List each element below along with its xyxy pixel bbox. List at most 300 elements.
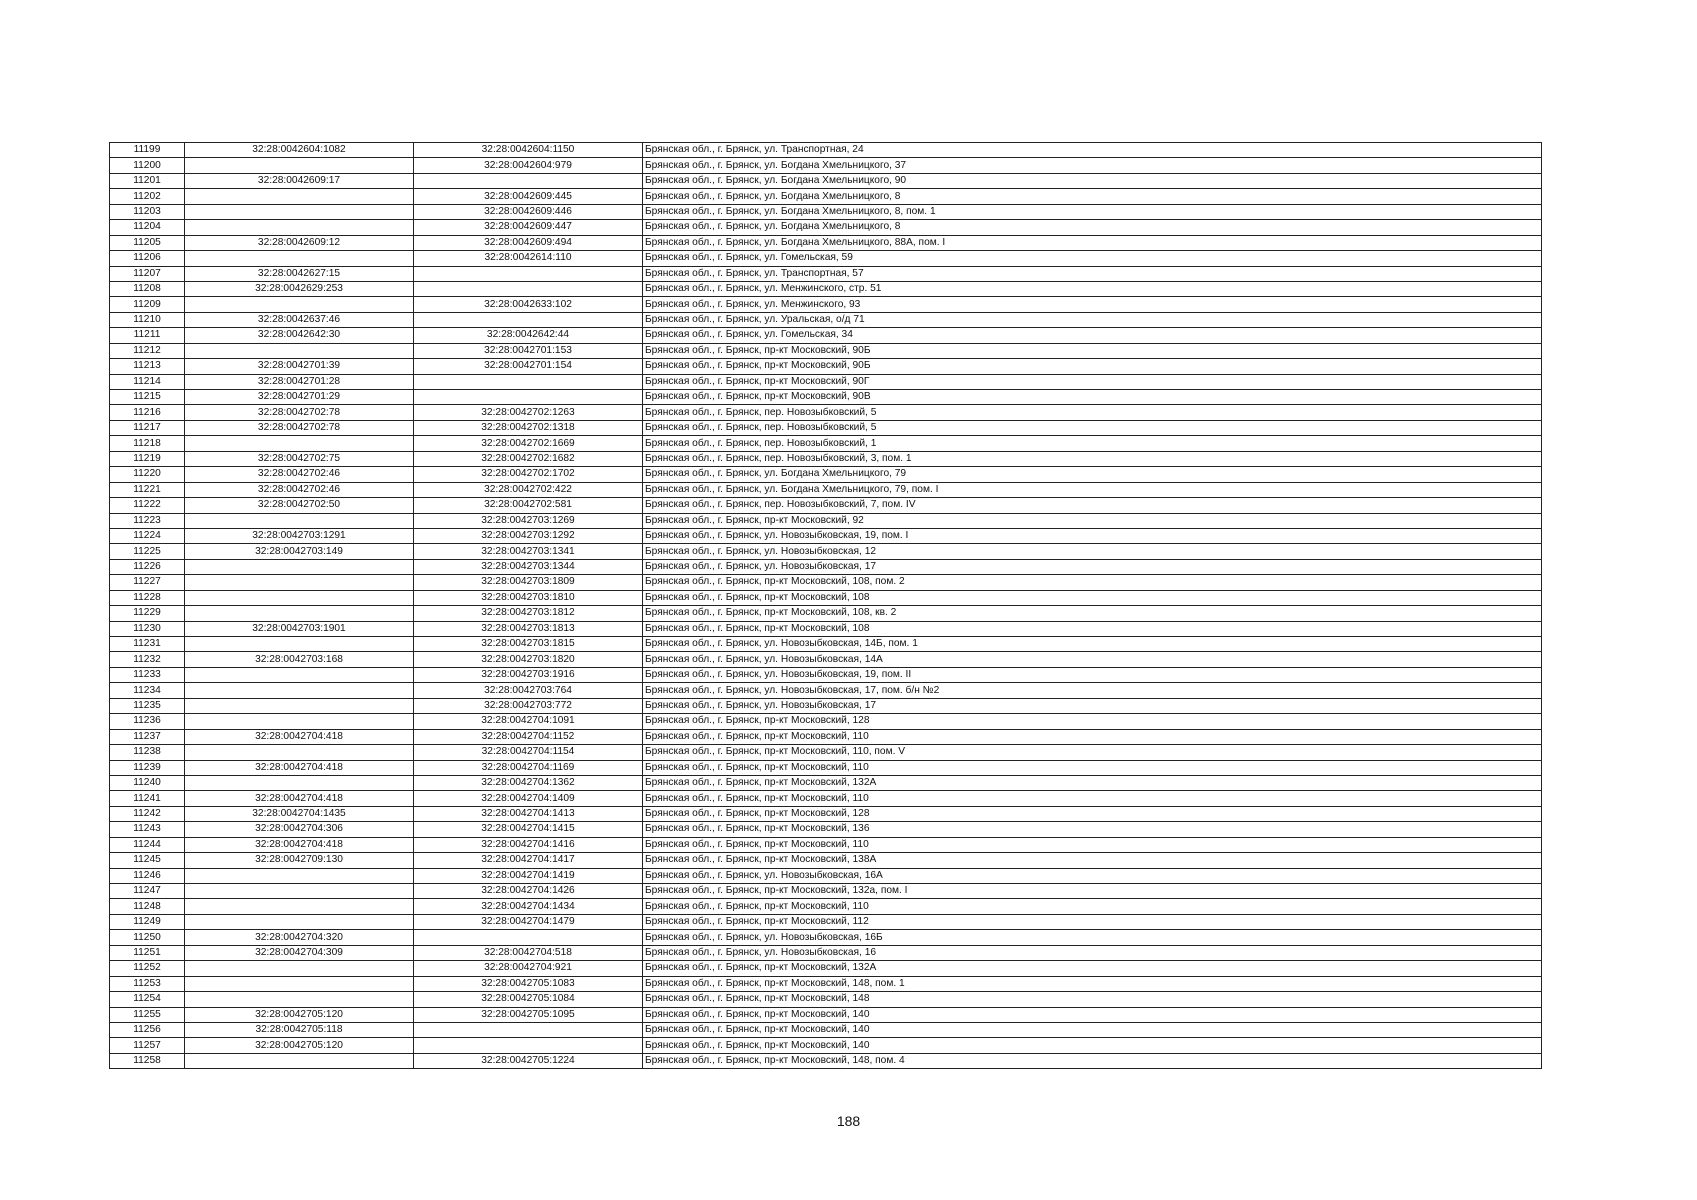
row-number-cell: 11240: [110, 775, 185, 790]
page-number: 188: [836, 1113, 861, 1129]
land-cadastral-number-cell: 32:28:0042704:1435: [185, 806, 414, 821]
address-cell: Брянская обл., г. Брянск, ул. Новозыбковская, 14А: [643, 652, 1542, 667]
object-cadastral-number-cell: 32:28:0042704:1169: [414, 760, 643, 775]
table-row: [110, 374, 1542, 389]
address-cell: Брянская обл., г. Брянск, пр-кт Московский, 108: [643, 621, 1542, 636]
table-row: [110, 390, 1542, 405]
table-row: [110, 343, 1542, 358]
land-cadastral-number-cell: [185, 884, 414, 899]
land-cadastral-number-cell: [185, 745, 414, 760]
address-cell: Брянская обл., г. Брянск, ул. Уральская, о/д 71: [643, 312, 1542, 327]
object-cadastral-number-cell: 32:28:0042704:1426: [414, 884, 643, 899]
table-row: [110, 1038, 1542, 1053]
table-row: [110, 420, 1542, 435]
land-cadastral-number-cell: 32:28:0042704:418: [185, 729, 414, 744]
address-cell: Брянская обл., г. Брянск, пр-кт Московский, 128: [643, 806, 1542, 821]
land-cadastral-number-cell: 32:28:0042609:17: [185, 173, 414, 188]
table-row: [110, 729, 1542, 744]
address-cell: Брянская обл., г. Брянск, пер. Новозыбковский, 1: [643, 436, 1542, 451]
land-cadastral-number-cell: [185, 220, 414, 235]
land-cadastral-number-cell: 32:28:0042701:28: [185, 374, 414, 389]
row-number-cell: 11254: [110, 992, 185, 1007]
row-number-cell: 11250: [110, 930, 185, 945]
land-cadastral-number-cell: [185, 204, 414, 219]
land-cadastral-number-cell: 32:28:0042702:78: [185, 420, 414, 435]
land-cadastral-number-cell: [185, 590, 414, 605]
object-cadastral-number-cell: 32:28:0042609:494: [414, 235, 643, 250]
address-cell: Брянская обл., г. Брянск, пр-кт Московский, 108: [643, 590, 1542, 605]
land-cadastral-number-cell: 32:28:0042627:15: [185, 266, 414, 281]
table-row: [110, 575, 1542, 590]
object-cadastral-number-cell: 32:28:0042703:1341: [414, 544, 643, 559]
object-cadastral-number-cell: 32:28:0042703:1820: [414, 652, 643, 667]
land-cadastral-number-cell: 32:28:0042709:130: [185, 853, 414, 868]
object-cadastral-number-cell: 32:28:0042633:102: [414, 297, 643, 312]
row-number-cell: 11256: [110, 1022, 185, 1037]
address-cell: Брянская обл., г. Брянск, пр-кт Московский, 140: [643, 1007, 1542, 1022]
row-number-cell: 11239: [110, 760, 185, 775]
table-row: [110, 884, 1542, 899]
object-cadastral-number-cell: 32:28:0042704:1409: [414, 791, 643, 806]
address-cell: Брянская обл., г. Брянск, ул. Новозыбковская, 16А: [643, 868, 1542, 883]
address-cell: Брянская обл., г. Брянск, пр-кт Московский, 110: [643, 837, 1542, 852]
address-cell: Брянская обл., г. Брянск, пр-кт Московский, 90В: [643, 390, 1542, 405]
row-number-cell: 11203: [110, 204, 185, 219]
table-row: [110, 251, 1542, 266]
land-cadastral-number-cell: 32:28:0042702:46: [185, 467, 414, 482]
address-cell: Брянская обл., г. Брянск, ул. Транспортная, 57: [643, 266, 1542, 281]
table-row: [110, 945, 1542, 960]
table-row: [110, 513, 1542, 528]
table-body: [110, 143, 1542, 1069]
table-row: [110, 652, 1542, 667]
table-row: [110, 173, 1542, 188]
row-number-cell: 11246: [110, 868, 185, 883]
land-cadastral-number-cell: [185, 868, 414, 883]
row-number-cell: 11216: [110, 405, 185, 420]
address-cell: Брянская обл., г. Брянск, пер. Новозыбковский, 7, пом. IV: [643, 498, 1542, 513]
table-row: [110, 467, 1542, 482]
table-row: [110, 961, 1542, 976]
row-number-cell: 11218: [110, 436, 185, 451]
object-cadastral-number-cell: 32:28:0042702:1318: [414, 420, 643, 435]
object-cadastral-number-cell: 32:28:0042704:1416: [414, 837, 643, 852]
address-cell: Брянская обл., г. Брянск, ул. Гомельская, 59: [643, 251, 1542, 266]
address-cell: Брянская обл., г. Брянск, пр-кт Московский, 148, пом. 4: [643, 1053, 1542, 1068]
object-cadastral-number-cell: [414, 281, 643, 296]
land-cadastral-number-cell: 32:28:0042701:29: [185, 390, 414, 405]
land-cadastral-number-cell: [185, 899, 414, 914]
table-row: [110, 745, 1542, 760]
object-cadastral-number-cell: 32:28:0042703:1813: [414, 621, 643, 636]
table-row: [110, 235, 1542, 250]
land-cadastral-number-cell: [185, 436, 414, 451]
address-cell: Брянская обл., г. Брянск, ул. Новозыбковская, 17: [643, 559, 1542, 574]
address-cell: Брянская обл., г. Брянск, ул. Транспортная, 24: [643, 143, 1542, 158]
land-cadastral-number-cell: [185, 914, 414, 929]
address-cell: Брянская обл., г. Брянск, пр-кт Московский, 110: [643, 760, 1542, 775]
address-cell: Брянская обл., г. Брянск, пр-кт Московский, 140: [643, 1022, 1542, 1037]
row-number-cell: 11208: [110, 281, 185, 296]
land-cadastral-number-cell: 32:28:0042704:418: [185, 791, 414, 806]
object-cadastral-number-cell: 32:28:0042704:1434: [414, 899, 643, 914]
row-number-cell: 11242: [110, 806, 185, 821]
object-cadastral-number-cell: 32:28:0042609:447: [414, 220, 643, 235]
table-row: [110, 312, 1542, 327]
address-cell: Брянская обл., г. Брянск, ул. Богдана Хмельницкого, 79: [643, 467, 1542, 482]
object-cadastral-number-cell: [414, 374, 643, 389]
land-cadastral-number-cell: 32:28:0042705:120: [185, 1007, 414, 1022]
object-cadastral-number-cell: 32:28:0042704:518: [414, 945, 643, 960]
table-row: [110, 868, 1542, 883]
object-cadastral-number-cell: 32:28:0042705:1084: [414, 992, 643, 1007]
row-number-cell: 11213: [110, 359, 185, 374]
object-cadastral-number-cell: 32:28:0042703:1815: [414, 637, 643, 652]
row-number-cell: 11255: [110, 1007, 185, 1022]
table-row: [110, 436, 1542, 451]
land-cadastral-number-cell: 32:28:0042704:320: [185, 930, 414, 945]
row-number-cell: 11241: [110, 791, 185, 806]
row-number-cell: 11199: [110, 143, 185, 158]
table-row: [110, 914, 1542, 929]
object-cadastral-number-cell: 32:28:0042702:1702: [414, 467, 643, 482]
land-cadastral-number-cell: 32:28:0042604:1082: [185, 143, 414, 158]
row-number-cell: 11223: [110, 513, 185, 528]
table-row: [110, 498, 1542, 513]
table-row: [110, 992, 1542, 1007]
row-number-cell: 11234: [110, 683, 185, 698]
land-cadastral-number-cell: [185, 559, 414, 574]
land-cadastral-number-cell: [185, 976, 414, 991]
address-cell: Брянская обл., г. Брянск, ул. Новозыбковская, 17: [643, 698, 1542, 713]
land-cadastral-number-cell: 32:28:0042704:309: [185, 945, 414, 960]
row-number-cell: 11244: [110, 837, 185, 852]
object-cadastral-number-cell: 32:28:0042702:422: [414, 482, 643, 497]
address-cell: Брянская обл., г. Брянск, пр-кт Московский, 136: [643, 822, 1542, 837]
address-cell: Брянская обл., г. Брянск, пер. Новозыбковский, 5: [643, 420, 1542, 435]
row-number-cell: 11257: [110, 1038, 185, 1053]
address-cell: Брянская обл., г. Брянск, пр-кт Московский, 110, пом. V: [643, 745, 1542, 760]
row-number-cell: 11229: [110, 606, 185, 621]
object-cadastral-number-cell: 32:28:0042704:1362: [414, 775, 643, 790]
row-number-cell: 11220: [110, 467, 185, 482]
table-row: [110, 837, 1542, 852]
table-row: [110, 281, 1542, 296]
table-row: [110, 667, 1542, 682]
land-cadastral-number-cell: 32:28:0042609:12: [185, 235, 414, 250]
table-row: [110, 359, 1542, 374]
land-cadastral-number-cell: [185, 683, 414, 698]
table-row: [110, 328, 1542, 343]
address-cell: Брянская обл., г. Брянск, пр-кт Московский, 110: [643, 791, 1542, 806]
object-cadastral-number-cell: 32:28:0042609:446: [414, 204, 643, 219]
land-cadastral-number-cell: [185, 1053, 414, 1068]
row-number-cell: 11236: [110, 714, 185, 729]
table-row: [110, 775, 1542, 790]
table-row: [110, 189, 1542, 204]
land-cadastral-number-cell: [185, 606, 414, 621]
row-number-cell: 11225: [110, 544, 185, 559]
object-cadastral-number-cell: 32:28:0042604:1150: [414, 143, 643, 158]
row-number-cell: 11212: [110, 343, 185, 358]
object-cadastral-number-cell: [414, 173, 643, 188]
land-cadastral-number-cell: [185, 667, 414, 682]
address-cell: Брянская обл., г. Брянск, пр-кт Московский, 108, кв. 2: [643, 606, 1542, 621]
land-cadastral-number-cell: [185, 637, 414, 652]
row-number-cell: 11231: [110, 637, 185, 652]
table-row: [110, 621, 1542, 636]
row-number-cell: 11228: [110, 590, 185, 605]
land-cadastral-number-cell: 32:28:0042704:418: [185, 837, 414, 852]
object-cadastral-number-cell: 32:28:0042704:1413: [414, 806, 643, 821]
object-cadastral-number-cell: [414, 390, 643, 405]
table-row: [110, 853, 1542, 868]
object-cadastral-number-cell: 32:28:0042704:1091: [414, 714, 643, 729]
land-cadastral-number-cell: 32:28:0042703:168: [185, 652, 414, 667]
object-cadastral-number-cell: 32:28:0042701:154: [414, 359, 643, 374]
address-cell: Брянская обл., г. Брянск, пр-кт Московский, 110: [643, 729, 1542, 744]
address-cell: Брянская обл., г. Брянск, ул. Богдана Хмельницкого, 79, пом. I: [643, 482, 1542, 497]
address-cell: Брянская обл., г. Брянск, ул. Новозыбковская, 12: [643, 544, 1542, 559]
land-cadastral-number-cell: [185, 714, 414, 729]
table-row: [110, 976, 1542, 991]
land-cadastral-number-cell: [185, 775, 414, 790]
table-row: [110, 1053, 1542, 1068]
land-cadastral-number-cell: 32:28:0042703:1901: [185, 621, 414, 636]
row-number-cell: 11247: [110, 884, 185, 899]
row-number-cell: 11249: [110, 914, 185, 929]
row-number-cell: 11219: [110, 451, 185, 466]
row-number-cell: 11211: [110, 328, 185, 343]
land-cadastral-number-cell: [185, 158, 414, 173]
object-cadastral-number-cell: 32:28:0042702:1682: [414, 451, 643, 466]
object-cadastral-number-cell: 32:28:0042703:1809: [414, 575, 643, 590]
land-cadastral-number-cell: 32:28:0042705:118: [185, 1022, 414, 1037]
row-number-cell: 11258: [110, 1053, 185, 1068]
address-cell: Брянская обл., г. Брянск, ул. Богдана Хмельницкого, 90: [643, 173, 1542, 188]
object-cadastral-number-cell: 32:28:0042703:1344: [414, 559, 643, 574]
table-row: [110, 899, 1542, 914]
table-row: [110, 930, 1542, 945]
address-cell: Брянская обл., г. Брянск, пер. Новозыбковский, 3, пом. 1: [643, 451, 1542, 466]
row-number-cell: 11235: [110, 698, 185, 713]
address-cell: Брянская обл., г. Брянск, ул. Менжинского, 93: [643, 297, 1542, 312]
object-cadastral-number-cell: 32:28:0042609:445: [414, 189, 643, 204]
object-cadastral-number-cell: [414, 1038, 643, 1053]
table-row: [110, 590, 1542, 605]
row-number-cell: 11217: [110, 420, 185, 435]
object-cadastral-number-cell: 32:28:0042702:1669: [414, 436, 643, 451]
row-number-cell: 11224: [110, 528, 185, 543]
table-row: [110, 791, 1542, 806]
land-cadastral-number-cell: [185, 575, 414, 590]
land-cadastral-number-cell: 32:28:0042705:120: [185, 1038, 414, 1053]
land-cadastral-number-cell: 32:28:0042637:46: [185, 312, 414, 327]
land-cadastral-number-cell: 32:28:0042702:78: [185, 405, 414, 420]
table-row: [110, 528, 1542, 543]
address-cell: Брянская обл., г. Брянск, ул. Менжинского, стр. 51: [643, 281, 1542, 296]
table-row: [110, 220, 1542, 235]
object-cadastral-number-cell: [414, 1022, 643, 1037]
row-number-cell: 11232: [110, 652, 185, 667]
row-number-cell: 11226: [110, 559, 185, 574]
table-row: [110, 266, 1542, 281]
table-row: [110, 822, 1542, 837]
land-cadastral-number-cell: 32:28:0042702:75: [185, 451, 414, 466]
address-cell: Брянская обл., г. Брянск, пр-кт Московский, 112: [643, 914, 1542, 929]
object-cadastral-number-cell: 32:28:0042614:110: [414, 251, 643, 266]
address-cell: Брянская обл., г. Брянск, пр-кт Московский, 148: [643, 992, 1542, 1007]
address-cell: Брянская обл., г. Брянск, пр-кт Московский, 128: [643, 714, 1542, 729]
address-cell: Брянская обл., г. Брянск, ул. Богдана Хмельницкого, 37: [643, 158, 1542, 173]
land-cadastral-number-cell: 32:28:0042704:418: [185, 760, 414, 775]
address-cell: Брянская обл., г. Брянск, ул. Богдана Хмельницкого, 8: [643, 189, 1542, 204]
address-cell: Брянская обл., г. Брянск, пр-кт Московский, 108, пом. 2: [643, 575, 1542, 590]
address-cell: Брянская обл., г. Брянск, ул. Новозыбковская, 17, пом. б/н №2: [643, 683, 1542, 698]
object-cadastral-number-cell: 32:28:0042703:764: [414, 683, 643, 698]
row-number-cell: 11205: [110, 235, 185, 250]
table-row: [110, 1007, 1542, 1022]
land-cadastral-number-cell: [185, 698, 414, 713]
table-row: [110, 714, 1542, 729]
table-row: [110, 544, 1542, 559]
object-cadastral-number-cell: [414, 266, 643, 281]
table-row: [110, 204, 1542, 219]
table-row: [110, 482, 1542, 497]
object-cadastral-number-cell: 32:28:0042704:1154: [414, 745, 643, 760]
address-cell: Брянская обл., г. Брянск, ул. Богдана Хмельницкого, 8: [643, 220, 1542, 235]
land-cadastral-number-cell: 32:28:0042629:253: [185, 281, 414, 296]
land-cadastral-number-cell: [185, 343, 414, 358]
object-cadastral-number-cell: 32:28:0042704:1479: [414, 914, 643, 929]
object-cadastral-number-cell: 32:28:0042702:1263: [414, 405, 643, 420]
row-number-cell: 11230: [110, 621, 185, 636]
row-number-cell: 11252: [110, 961, 185, 976]
object-cadastral-number-cell: [414, 930, 643, 945]
object-cadastral-number-cell: 32:28:0042705:1095: [414, 1007, 643, 1022]
row-number-cell: 11237: [110, 729, 185, 744]
land-cadastral-number-cell: [185, 992, 414, 1007]
row-number-cell: 11202: [110, 189, 185, 204]
table-row: [110, 559, 1542, 574]
object-cadastral-number-cell: 32:28:0042703:772: [414, 698, 643, 713]
row-number-cell: 11207: [110, 266, 185, 281]
row-number-cell: 11215: [110, 390, 185, 405]
table-row: [110, 606, 1542, 621]
address-cell: Брянская обл., г. Брянск, пр-кт Московский, 138А: [643, 853, 1542, 868]
object-cadastral-number-cell: 32:28:0042704:1415: [414, 822, 643, 837]
table-row: [110, 683, 1542, 698]
table-row: [110, 698, 1542, 713]
object-cadastral-number-cell: 32:28:0042604:979: [414, 158, 643, 173]
object-cadastral-number-cell: 32:28:0042703:1269: [414, 513, 643, 528]
table-row: [110, 143, 1542, 158]
address-cell: Брянская обл., г. Брянск, пр-кт Московский, 90Г: [643, 374, 1542, 389]
land-cadastral-number-cell: [185, 513, 414, 528]
address-cell: Брянская обл., г. Брянск, пр-кт Московский, 148, пом. 1: [643, 976, 1542, 991]
row-number-cell: 11200: [110, 158, 185, 173]
row-number-cell: 11248: [110, 899, 185, 914]
row-number-cell: 11233: [110, 667, 185, 682]
address-cell: Брянская обл., г. Брянск, ул. Новозыбковская, 16: [643, 945, 1542, 960]
address-cell: Брянская обл., г. Брянск, пр-кт Московский, 132а, пом. I: [643, 884, 1542, 899]
object-cadastral-number-cell: 32:28:0042642:44: [414, 328, 643, 343]
address-cell: Брянская обл., г. Брянск, пер. Новозыбковский, 5: [643, 405, 1542, 420]
table-row: [110, 760, 1542, 775]
table-row: [110, 806, 1542, 821]
address-cell: Брянская обл., г. Брянск, пр-кт Московский, 90Б: [643, 359, 1542, 374]
address-cell: Брянская обл., г. Брянск, ул. Богдана Хмельницкого, 8, пом. 1: [643, 204, 1542, 219]
object-cadastral-number-cell: 32:28:0042704:921: [414, 961, 643, 976]
table-row: [110, 451, 1542, 466]
land-cadastral-number-cell: 32:28:0042702:46: [185, 482, 414, 497]
row-number-cell: 11253: [110, 976, 185, 991]
land-cadastral-number-cell: 32:28:0042701:39: [185, 359, 414, 374]
land-cadastral-number-cell: 32:28:0042702:50: [185, 498, 414, 513]
object-cadastral-number-cell: 32:28:0042703:1812: [414, 606, 643, 621]
table-row: [110, 405, 1542, 420]
object-cadastral-number-cell: 32:28:0042703:1292: [414, 528, 643, 543]
cadastral-table: [109, 142, 1542, 1069]
address-cell: Брянская обл., г. Брянск, пр-кт Московский, 132А: [643, 775, 1542, 790]
address-cell: Брянская обл., г. Брянск, ул. Новозыбковская, 19, пом. I: [643, 528, 1542, 543]
row-number-cell: 11209: [110, 297, 185, 312]
row-number-cell: 11201: [110, 173, 185, 188]
land-cadastral-number-cell: 32:28:0042703:1291: [185, 528, 414, 543]
address-cell: Брянская обл., г. Брянск, ул. Новозыбковская, 14Б, пом. 1: [643, 637, 1542, 652]
row-number-cell: 11206: [110, 251, 185, 266]
address-cell: Брянская обл., г. Брянск, пр-кт Московский, 110: [643, 899, 1542, 914]
table-row: [110, 158, 1542, 173]
object-cadastral-number-cell: 32:28:0042705:1224: [414, 1053, 643, 1068]
object-cadastral-number-cell: 32:28:0042704:1419: [414, 868, 643, 883]
address-cell: Брянская обл., г. Брянск, пр-кт Московский, 92: [643, 513, 1542, 528]
table-row: [110, 297, 1542, 312]
address-cell: Брянская обл., г. Брянск, пр-кт Московский, 132А: [643, 961, 1542, 976]
table-row: [110, 1022, 1542, 1037]
land-cadastral-number-cell: 32:28:0042703:149: [185, 544, 414, 559]
table-row: [110, 637, 1542, 652]
object-cadastral-number-cell: 32:28:0042703:1916: [414, 667, 643, 682]
row-number-cell: 11245: [110, 853, 185, 868]
land-cadastral-number-cell: 32:28:0042642:30: [185, 328, 414, 343]
row-number-cell: 11210: [110, 312, 185, 327]
address-cell: Брянская обл., г. Брянск, пр-кт Московский, 140: [643, 1038, 1542, 1053]
land-cadastral-number-cell: [185, 961, 414, 976]
object-cadastral-number-cell: 32:28:0042703:1810: [414, 590, 643, 605]
land-cadastral-number-cell: 32:28:0042704:306: [185, 822, 414, 837]
object-cadastral-number-cell: 32:28:0042704:1417: [414, 853, 643, 868]
row-number-cell: 11238: [110, 745, 185, 760]
address-cell: Брянская обл., г. Брянск, пр-кт Московский, 90Б: [643, 343, 1542, 358]
object-cadastral-number-cell: [414, 312, 643, 327]
row-number-cell: 11243: [110, 822, 185, 837]
object-cadastral-number-cell: 32:28:0042704:1152: [414, 729, 643, 744]
land-cadastral-number-cell: [185, 297, 414, 312]
land-cadastral-number-cell: [185, 251, 414, 266]
row-number-cell: 11222: [110, 498, 185, 513]
row-number-cell: 11227: [110, 575, 185, 590]
object-cadastral-number-cell: 32:28:0042702:581: [414, 498, 643, 513]
row-number-cell: 11251: [110, 945, 185, 960]
address-cell: Брянская обл., г. Брянск, ул. Богдана Хмельницкого, 88А, пом. I: [643, 235, 1542, 250]
land-cadastral-number-cell: [185, 189, 414, 204]
address-cell: Брянская обл., г. Брянск, ул. Новозыбковская, 19, пом. II: [643, 667, 1542, 682]
row-number-cell: 11221: [110, 482, 185, 497]
row-number-cell: 11214: [110, 374, 185, 389]
object-cadastral-number-cell: 32:28:0042705:1083: [414, 976, 643, 991]
address-cell: Брянская обл., г. Брянск, ул. Гомельская, 34: [643, 328, 1542, 343]
